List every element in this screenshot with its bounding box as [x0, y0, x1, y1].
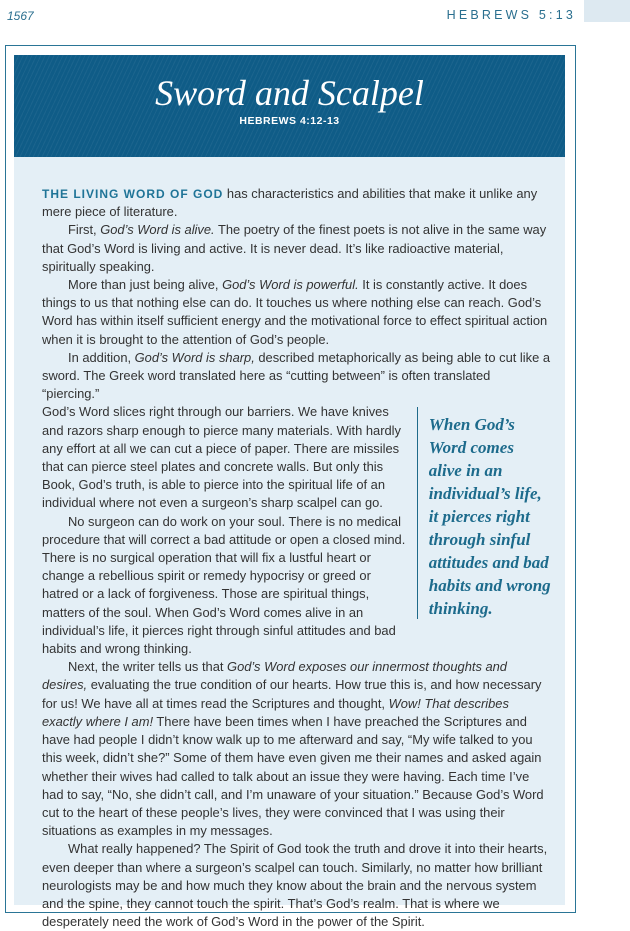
sidebar-article-frame — [5, 45, 576, 930]
text: Next, the writer tells us that — [68, 659, 228, 675]
paragraph: No surgeon can do work on your soul. There is no medical procedure that will correct a bad attitude or open a closed mind. There is no surgical operation that will fix a lustful heart or change a rebellious spirit or remedy hypocrisy or greed or hatred or a lack of forgiveness. Those are spiritual things, matters of the soul. When God’s Word comes alive in an individual’s life, it pierces right through sinful attitudes and bad habits and wrong thinking. — [42, 513, 406, 657]
running-head: HEBREWS 5:13 — [446, 8, 576, 22]
paragraph: God’s Word slices right through our barriers. We have knives and razors sharp enough to pierce many materials. With hardly any effort at all we can cut a piece of paper. There are missiles that can pierce steel plates and concrete walls. But only this Book, God’s truth, is able to pierce into the spiritual life of an individual where not even a surgeon’s sharp scalpel can go. — [42, 404, 401, 511]
paragraph: What really happened? The Spirit of God took the truth and drove it into their hearts, even deeper than where a surgeon’s scalpel can touch. Similarly, no matter how brilliant neurologists may be and how much they know about the brain and the nervous system and the spine, they cannot touch the spirit. That’s God’s realm. That is where we desperately need the work of God’s Word in the power of the Spirit. — [42, 841, 548, 930]
emphasis: God’s Word exposes our innermost thoughts and desires, — [42, 659, 507, 693]
paragraph — [42, 276, 551, 349]
page-number: 1567 — [7, 9, 34, 23]
text: In addition, — [68, 349, 135, 365]
text: There have been times when I have preached the Scriptures and have had people I didn’t know walk up to me afterward and say, “My wife talked to you this week, didn’t she?” Some of them have even given me their names and asked again whether their wives had called to talk about an issue they were having. Each time I’ve had to say, “No, she didn’t call, and I’m unaware of your situation.” Because God’s Word cut to the heart of these people’s lives, they were convinced that I was using their situations as examples in my messages. — [42, 713, 544, 839]
paragraph — [42, 185, 551, 221]
text: evaluating the true condition of our hearts. How true this is, and how necessary for us! We have all at times read the Scriptures and thought, — [42, 677, 542, 711]
text: More than just being alive, — [68, 277, 223, 293]
text: It is constantly active. It does things to us that nothing else can do. It touches us where nothing else can reach. God’s Word has within itself sufficient energy and the motivational force to effect spiritual action when it is brought to the attention of God’s people. — [42, 277, 548, 347]
emphasis: Wow! That describes exactly where I am! — [42, 695, 509, 729]
paragraph — [42, 349, 551, 404]
emphasis: God’s Word is powerful. — [222, 277, 359, 293]
article-panel — [14, 55, 565, 930]
text: has characteristics and abilities that make it unlike any mere piece of literature. — [42, 186, 538, 220]
pull-quote: When God’s Word comes alive in an individual’s life, it pierces right through sinful attitudes and bad habits and wrong thinking. — [417, 407, 551, 619]
text: The poetry of the finest poets is not alive in the same way that God’s Word is living and active. It is never dead. It’s like radioactive material, spiritually speaking. — [42, 222, 547, 274]
emphasis: God’s Word is alive. — [100, 222, 215, 238]
paragraph — [42, 221, 551, 276]
text: described metaphorically as being able to cut like a sword. The Greek word translated here as “cutting between” is often translated “piercing.” — [42, 349, 551, 402]
lead-in: THE LIVING WORD OF GOD — [42, 187, 224, 201]
article-body — [14, 157, 565, 931]
scripture-reference: HEBREWS 4:12-13 — [239, 115, 340, 127]
article-title: Sword and Scalpel — [155, 73, 424, 113]
narrow-column — [42, 403, 407, 658]
pull-quote-section — [42, 403, 551, 658]
title-banner — [14, 55, 565, 157]
paragraph — [42, 658, 551, 840]
emphasis: God’s Word is sharp, — [134, 349, 255, 365]
thumb-tab — [584, 0, 630, 22]
text: First, — [68, 222, 101, 238]
